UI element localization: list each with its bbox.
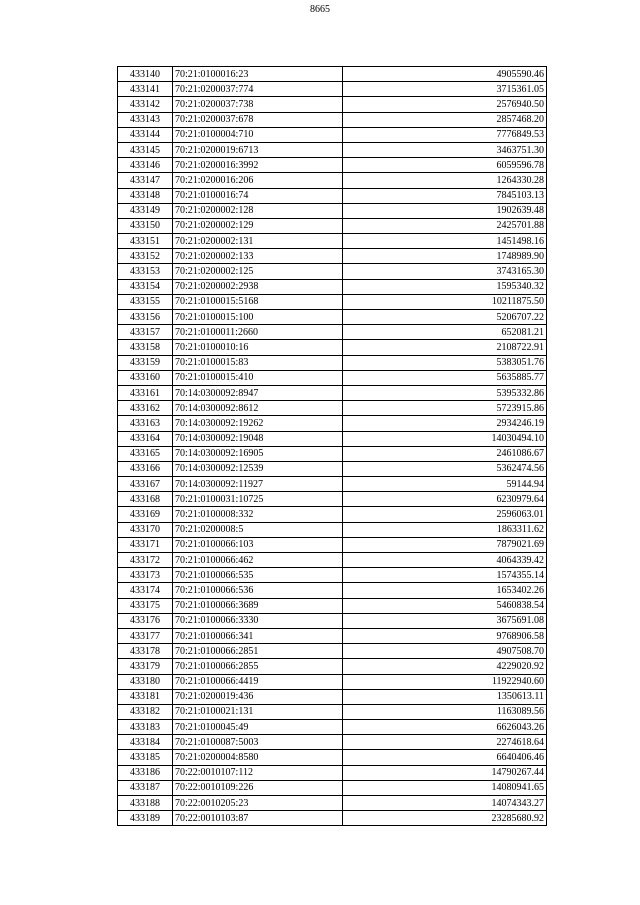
row-number-cell: 433159 [118, 355, 173, 370]
cadastral-number-cell: 70:21:0100011:2660 [173, 325, 343, 340]
row-number-cell: 433144 [118, 127, 173, 142]
cadastral-value-cell: 2596063.01 [343, 507, 547, 522]
cadastral-value-cell: 5383051.76 [343, 355, 547, 370]
cadastral-number-cell: 70:22:0010109:226 [173, 780, 343, 795]
table-row [118, 127, 547, 142]
table-row [118, 461, 547, 476]
cadastral-value-cell: 7879021.69 [343, 537, 547, 552]
cadastral-value-cell: 6059596.78 [343, 158, 547, 173]
table-row [118, 67, 547, 82]
table-row [118, 477, 547, 492]
row-number-cell: 433158 [118, 340, 173, 355]
cadastral-number-cell: 70:21:0200019:6713 [173, 142, 343, 157]
table-row [118, 173, 547, 188]
table-row [118, 568, 547, 583]
table-row [118, 112, 547, 127]
cadastral-value-cell: 10211875.50 [343, 294, 547, 309]
cadastral-number-cell: 70:21:0100087:5003 [173, 735, 343, 750]
cadastral-number-cell: 70:21:0100066:4419 [173, 674, 343, 689]
cadastral-value-cell: 23285680.92 [343, 811, 547, 826]
row-number-cell: 433187 [118, 780, 173, 795]
cadastral-number-cell: 70:21:0200002:125 [173, 264, 343, 279]
cadastral-value-cell: 4905590.46 [343, 67, 547, 82]
row-number-cell: 433176 [118, 613, 173, 628]
row-number-cell: 433150 [118, 218, 173, 233]
row-number-cell: 433183 [118, 720, 173, 735]
cadastral-number-cell: 70:21:0100066:2855 [173, 659, 343, 674]
row-number-cell: 433155 [118, 294, 173, 309]
cadastral-value-cell: 14080941.65 [343, 780, 547, 795]
table-row [118, 537, 547, 552]
cadastral-number-cell: 70:21:0200008:5 [173, 522, 343, 537]
cadastral-value-cell: 4229020.92 [343, 659, 547, 674]
cadastral-number-cell: 70:21:0200002:129 [173, 218, 343, 233]
cadastral-value-cell: 3715361.05 [343, 82, 547, 97]
table-row [118, 385, 547, 400]
row-number-cell: 433171 [118, 537, 173, 552]
cadastral-number-cell: 70:14:0300092:12539 [173, 461, 343, 476]
cadastral-number-cell: 70:14:0300092:11927 [173, 477, 343, 492]
cadastral-number-cell: 70:21:0100066:462 [173, 553, 343, 568]
cadastral-number-cell: 70:21:0100066:103 [173, 537, 343, 552]
cadastral-number-cell: 70:21:0100015:100 [173, 310, 343, 325]
cadastral-value-cell: 1595340.32 [343, 279, 547, 294]
cadastral-value-cell: 2108722.91 [343, 340, 547, 355]
cadastral-number-cell: 70:21:0200016:3992 [173, 158, 343, 173]
table-row [118, 720, 547, 735]
table-row [118, 522, 547, 537]
cadastral-number-cell: 70:21:0100066:3689 [173, 598, 343, 613]
cadastral-value-cell: 2857468.20 [343, 112, 547, 127]
cadastral-number-cell: 70:14:0300092:8947 [173, 385, 343, 400]
cadastral-number-cell: 70:21:0100016:74 [173, 188, 343, 203]
table-row [118, 704, 547, 719]
table-row [118, 644, 547, 659]
cadastral-number-cell: 70:21:0200002:2938 [173, 279, 343, 294]
cadastral-number-cell: 70:21:0100016:23 [173, 67, 343, 82]
row-number-cell: 433184 [118, 735, 173, 750]
row-number-cell: 433152 [118, 249, 173, 264]
cadastral-value-cell: 1451498.16 [343, 234, 547, 249]
cadastral-value-cell: 7845103.13 [343, 188, 547, 203]
row-number-cell: 433151 [118, 234, 173, 249]
table-row [118, 507, 547, 522]
cadastral-value-cell: 4064339.42 [343, 553, 547, 568]
cadastral-number-cell: 70:21:0100004:710 [173, 127, 343, 142]
cadastral-number-cell: 70:21:0100010:16 [173, 340, 343, 355]
cadastral-value-cell: 652081.21 [343, 325, 547, 340]
row-number-cell: 433164 [118, 431, 173, 446]
row-number-cell: 433178 [118, 644, 173, 659]
table-row [118, 142, 547, 157]
row-number-cell: 433147 [118, 173, 173, 188]
cadastral-value-cell: 1863311.62 [343, 522, 547, 537]
table-row [118, 294, 547, 309]
table-row [118, 431, 547, 446]
cadastral-number-cell: 70:21:0200019:436 [173, 689, 343, 704]
cadastral-number-cell: 70:21:0200016:206 [173, 173, 343, 188]
row-number-cell: 433170 [118, 522, 173, 537]
row-number-cell: 433163 [118, 416, 173, 431]
row-number-cell: 433149 [118, 203, 173, 218]
cadastral-number-cell: 70:21:0100015:83 [173, 355, 343, 370]
row-number-cell: 433161 [118, 385, 173, 400]
cadastral-number-cell: 70:14:0300092:19048 [173, 431, 343, 446]
table-row [118, 735, 547, 750]
table-row [118, 446, 547, 461]
cadastral-value-cell: 1653402.26 [343, 583, 547, 598]
table-row [118, 553, 547, 568]
cadastral-number-cell: 70:22:0010107:112 [173, 765, 343, 780]
table-row [118, 234, 547, 249]
cadastral-number-cell: 70:21:0200037:678 [173, 112, 343, 127]
table-row [118, 325, 547, 340]
cadastral-number-cell: 70:21:0100031:10725 [173, 492, 343, 507]
cadastral-value-cell: 5206707.22 [343, 310, 547, 325]
row-number-cell: 433141 [118, 82, 173, 97]
cadastral-value-cell: 3675691.08 [343, 613, 547, 628]
row-number-cell: 433154 [118, 279, 173, 294]
table-row [118, 492, 547, 507]
cadastral-value-cell: 14030494.10 [343, 431, 547, 446]
table-row [118, 264, 547, 279]
table-row [118, 689, 547, 704]
cadastral-number-cell: 70:21:0200002:133 [173, 249, 343, 264]
row-number-cell: 433162 [118, 401, 173, 416]
cadastral-number-cell: 70:21:0200037:738 [173, 97, 343, 112]
cadastral-value-cell: 7776849.53 [343, 127, 547, 142]
table-row [118, 158, 547, 173]
cadastral-value-cell: 1163089.56 [343, 704, 547, 719]
cadastral-value-cell: 11922940.60 [343, 674, 547, 689]
page-number: 8665 [310, 4, 330, 15]
cadastral-value-cell: 3463751.30 [343, 142, 547, 157]
cadastral-number-cell: 70:21:0100045:49 [173, 720, 343, 735]
row-number-cell: 433167 [118, 477, 173, 492]
cadastral-number-cell: 70:21:0100066:3330 [173, 613, 343, 628]
table-row [118, 203, 547, 218]
cadastral-value-table [117, 66, 547, 826]
table-body [118, 67, 547, 826]
cadastral-value-cell: 3743165.30 [343, 264, 547, 279]
cadastral-value-cell: 9768906.58 [343, 628, 547, 643]
table-row [118, 249, 547, 264]
cadastral-number-cell: 70:14:0300092:19262 [173, 416, 343, 431]
cadastral-value-cell: 2425701.88 [343, 218, 547, 233]
row-number-cell: 433185 [118, 750, 173, 765]
row-number-cell: 433173 [118, 568, 173, 583]
table-row [118, 370, 547, 385]
cadastral-number-cell: 70:21:0100021:131 [173, 704, 343, 719]
table-row [118, 811, 547, 826]
cadastral-number-cell: 70:14:0300092:8612 [173, 401, 343, 416]
cadastral-value-cell: 2274618.64 [343, 735, 547, 750]
cadastral-value-cell: 6626043.26 [343, 720, 547, 735]
cadastral-number-cell: 70:21:0200004:8580 [173, 750, 343, 765]
row-number-cell: 433143 [118, 112, 173, 127]
table-row [118, 765, 547, 780]
table-row [118, 188, 547, 203]
table-row [118, 750, 547, 765]
cadastral-number-cell: 70:22:0010103:87 [173, 811, 343, 826]
row-number-cell: 433179 [118, 659, 173, 674]
cadastral-number-cell: 70:21:0100066:535 [173, 568, 343, 583]
table-row [118, 279, 547, 294]
row-number-cell: 433189 [118, 811, 173, 826]
cadastral-number-cell: 70:21:0100015:410 [173, 370, 343, 385]
row-number-cell: 433142 [118, 97, 173, 112]
cadastral-value-cell: 1574355.14 [343, 568, 547, 583]
table-row [118, 583, 547, 598]
row-number-cell: 433186 [118, 765, 173, 780]
row-number-cell: 433172 [118, 553, 173, 568]
table-row [118, 659, 547, 674]
cadastral-value-cell: 14074343.27 [343, 796, 547, 811]
cadastral-value-cell: 14790267.44 [343, 765, 547, 780]
cadastral-number-cell: 70:21:0100066:536 [173, 583, 343, 598]
row-number-cell: 433180 [118, 674, 173, 689]
cadastral-number-cell: 70:21:0200002:128 [173, 203, 343, 218]
table-row [118, 401, 547, 416]
cadastral-value-cell: 6640406.46 [343, 750, 547, 765]
cadastral-number-cell: 70:21:0200037:774 [173, 82, 343, 97]
row-number-cell: 433174 [118, 583, 173, 598]
cadastral-value-cell: 1350613.11 [343, 689, 547, 704]
table-row [118, 340, 547, 355]
cadastral-number-cell: 70:22:0010205:23 [173, 796, 343, 811]
row-number-cell: 433188 [118, 796, 173, 811]
table-row [118, 796, 547, 811]
row-number-cell: 433168 [118, 492, 173, 507]
table-row [118, 82, 547, 97]
row-number-cell: 433157 [118, 325, 173, 340]
table-row [118, 310, 547, 325]
cadastral-value-cell: 5395332.86 [343, 385, 547, 400]
cadastral-value-cell: 5460838.54 [343, 598, 547, 613]
row-number-cell: 433148 [118, 188, 173, 203]
cadastral-number-cell: 70:21:0100066:341 [173, 628, 343, 643]
table-row [118, 780, 547, 795]
cadastral-value-cell: 1902639.48 [343, 203, 547, 218]
table-row [118, 355, 547, 370]
table-row [118, 218, 547, 233]
row-number-cell: 433181 [118, 689, 173, 704]
cadastral-value-cell: 2934246.19 [343, 416, 547, 431]
cadastral-value-cell: 1264330.28 [343, 173, 547, 188]
cadastral-value-cell: 5362474.56 [343, 461, 547, 476]
row-number-cell: 433182 [118, 704, 173, 719]
cadastral-value-cell: 5635885.77 [343, 370, 547, 385]
cadastral-value-cell: 1748989.90 [343, 249, 547, 264]
table-row [118, 97, 547, 112]
row-number-cell: 433145 [118, 142, 173, 157]
cadastral-value-cell: 6230979.64 [343, 492, 547, 507]
row-number-cell: 433146 [118, 158, 173, 173]
cadastral-number-cell: 70:14:0300092:16905 [173, 446, 343, 461]
table-row [118, 674, 547, 689]
row-number-cell: 433169 [118, 507, 173, 522]
cadastral-number-cell: 70:21:0100015:5168 [173, 294, 343, 309]
table-row [118, 416, 547, 431]
cadastral-value-cell: 4907508.70 [343, 644, 547, 659]
cadastral-value-cell: 2576940.50 [343, 97, 547, 112]
table-row [118, 613, 547, 628]
row-number-cell: 433166 [118, 461, 173, 476]
cadastral-number-cell: 70:21:0200002:131 [173, 234, 343, 249]
row-number-cell: 433140 [118, 67, 173, 82]
cadastral-number-cell: 70:21:0100066:2851 [173, 644, 343, 659]
table-row [118, 598, 547, 613]
row-number-cell: 433165 [118, 446, 173, 461]
cadastral-value-cell: 59144.94 [343, 477, 547, 492]
cadastral-value-cell: 5723915.86 [343, 401, 547, 416]
cadastral-number-cell: 70:21:0100008:332 [173, 507, 343, 522]
cadastral-value-cell: 2461086.67 [343, 446, 547, 461]
row-number-cell: 433160 [118, 370, 173, 385]
row-number-cell: 433156 [118, 310, 173, 325]
row-number-cell: 433177 [118, 628, 173, 643]
table-row [118, 628, 547, 643]
row-number-cell: 433153 [118, 264, 173, 279]
row-number-cell: 433175 [118, 598, 173, 613]
